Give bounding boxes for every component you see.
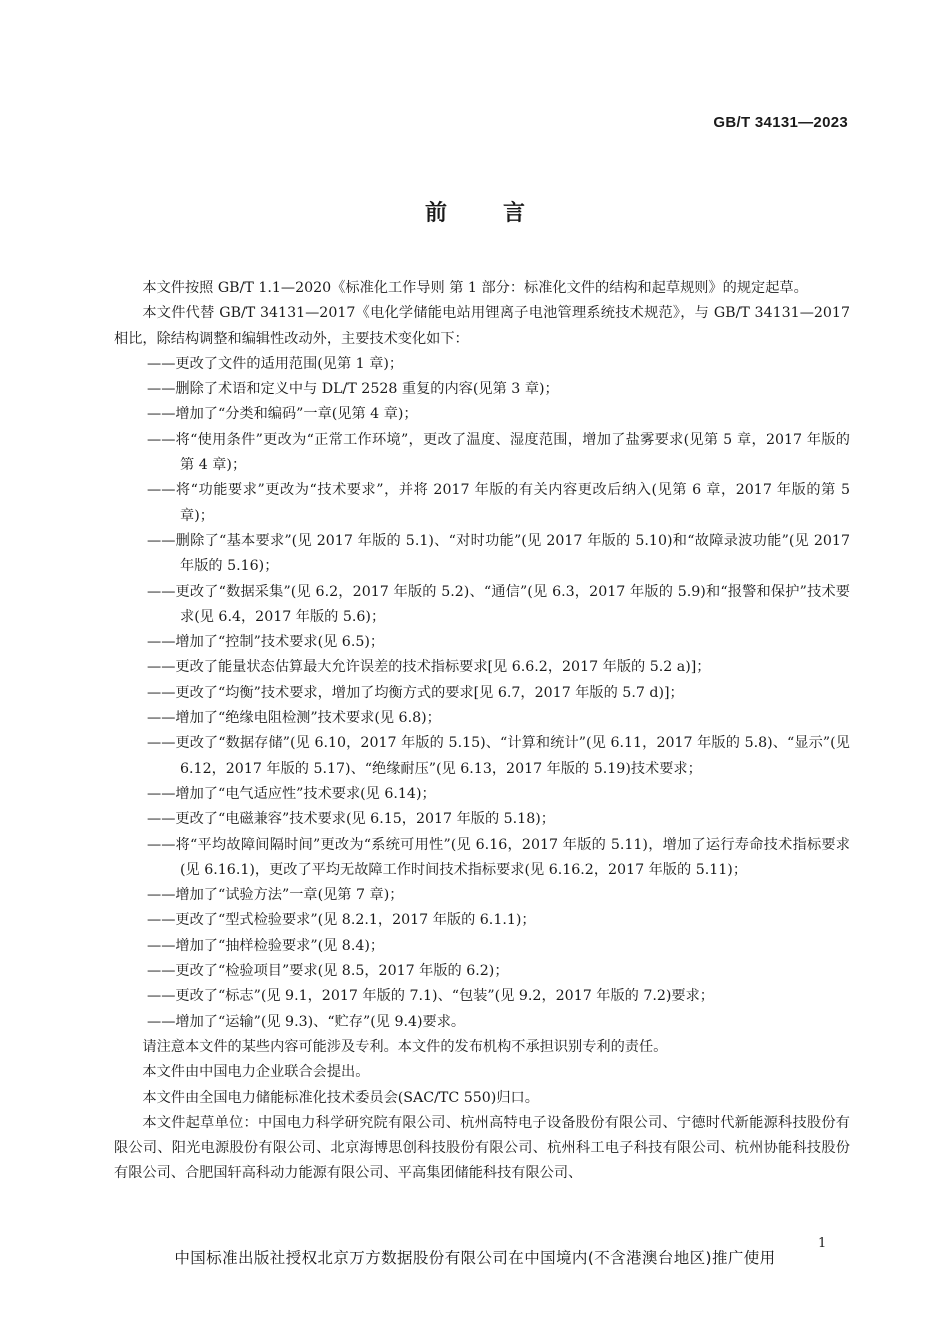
intro-paragraph: 本文件代替 GB/T 34131—2017《电化学储能电站用锂离子电池管理系统技术规范》，与 GB/T 34131—2017 相比，除结构调整和编辑性改动外，主要技术变化如下： bbox=[114, 305, 850, 347]
page-number: 1 bbox=[818, 1236, 827, 1251]
change-item: ——更改了“均衡”技术要求，增加了均衡方式的要求[见 6.7，2017 年版的 5.7 d)]； bbox=[147, 684, 684, 701]
change-item: ——将“功能要求”更改为“技术要求”，并将 2017 年版的有关内容更改后纳入(见第 6 章，2017 年版的第 5 章)； bbox=[147, 482, 850, 524]
change-item: ——更改了“型式检验要求”(见 8.2.1，2017 年版的 6.1.1)； bbox=[147, 912, 536, 929]
change-item: ——将“使用条件”更改为“正常工作环境”，更改了温度、湿度范围，增加了盐雾要求(见第 5 章，2017 年版的第 4 章)； bbox=[147, 431, 850, 474]
change-item: ——增加了“控制”技术要求(见 6.5)； bbox=[147, 634, 385, 651]
standard-code: GB/T 34131—2023 bbox=[713, 114, 848, 131]
change-item: ——更改了能量状态估算最大允许误差的技术指标要求[见 6.6.2，2017 年版的 5.2 a)]； bbox=[147, 659, 711, 676]
change-item: ——更改了“数据存储”(见 6.10，2017 年版的 5.15)、“计算和统计”(见 6.11，2017 年版的 5.8)、“显示”(见 6.12，2017 年版的 5.17)、“绝缘耐压”(见 6.13，2017 年版的 5.19)技术要求； bbox=[147, 735, 850, 777]
proposer-statement: 本文件由中国电力企业联合会提出。 bbox=[142, 1064, 370, 1081]
patent-notice: 请注意本文件的某些内容可能涉及专利。本文件的发布机构不承担识别专利的责任。 bbox=[142, 1038, 668, 1055]
publisher-footer: 中国标准出版社授权北京万方数据股份有限公司在中国境内(不含港澳台地区)推广使用 bbox=[174, 1249, 776, 1267]
change-item: ——增加了“分类和编码”一章(见第 4 章)； bbox=[147, 406, 418, 423]
change-item: ——增加了“运输”(见 9.3)、“贮存”(见 9.4)要求。 bbox=[147, 1013, 466, 1030]
change-item: ——增加了“绝缘电阻检测”技术要求(见 6.8)； bbox=[147, 710, 441, 727]
change-item: ——删除了术语和定义中与 DL/T 2528 重复的内容(见第 3 章)； bbox=[147, 381, 559, 398]
change-item: ——更改了“数据采集”(见 6.2，2017 年版的 5.2)、“通信”(见 6.3，2017 年版的 5.9)和“报警和保护”技术要求(见 6.4，2017 年版的 5.6)； bbox=[147, 583, 850, 625]
drafting-units: 本文件起草单位：中国电力科学研究院有限公司、杭州高特电子设备股份有限公司、宁德时代新能源科技股份有限公司、阳光电源股份有限公司、北京海博思创科技股份有限公司、杭州科工电子科技有限公司、杭州协能科技股份有限公司、合肥国轩高科动力能源有限公司、平高集团储能科技有限公司、 bbox=[114, 1114, 850, 1182]
change-item: ——更改了“检验项目”要求(见 8.5，2017 年版的 6.2)； bbox=[147, 963, 509, 980]
change-item: ——删除了“基本要求”(见 2017 年版的 5.1)、“对时功能”(见 2017 年版的 5.10)和“故障录波功能”(见 2017 年版的 5.16)； bbox=[147, 532, 850, 575]
change-item: ——将“平均故障间隔时间”更改为“系统可用性”(见 6.16，2017 年版的 5.11)，增加了运行寿命技术指标要求(见 6.16.1)，更改了平均无故障工作时间技术指标要求(见 6.16.2，2017 年版的 5.11)； bbox=[147, 836, 850, 878]
change-item: ——更改了文件的适用范围(见第 1 章)； bbox=[147, 355, 404, 372]
page-title: 前言 bbox=[424, 201, 581, 226]
change-item: ——增加了“试验方法”一章(见第 7 章)； bbox=[147, 887, 404, 904]
intro-paragraph: 本文件按照 GB/T 1.1—2020《标准化工作导则 第 1 部分：标准化文件的结构和起草规则》的规定起草。 bbox=[142, 280, 808, 296]
committee-statement: 本文件由全国电力储能标准化技术委员会(SAC/TC 550)归口。 bbox=[142, 1089, 539, 1106]
change-item: ——增加了“抽样检验要求”(见 8.4)； bbox=[147, 937, 385, 954]
document-body bbox=[114, 276, 850, 1187]
change-item: ——更改了“标志”(见 9.1，2017 年版的 7.1)、“包装”(见 9.2，2017 年版的 7.2)要求； bbox=[147, 988, 714, 1005]
change-item: ——更改了“电磁兼容”技术要求(见 6.15，2017 年版的 5.18)； bbox=[147, 811, 555, 828]
change-item: ——增加了“电气适应性”技术要求(见 6.14)； bbox=[147, 785, 436, 802]
